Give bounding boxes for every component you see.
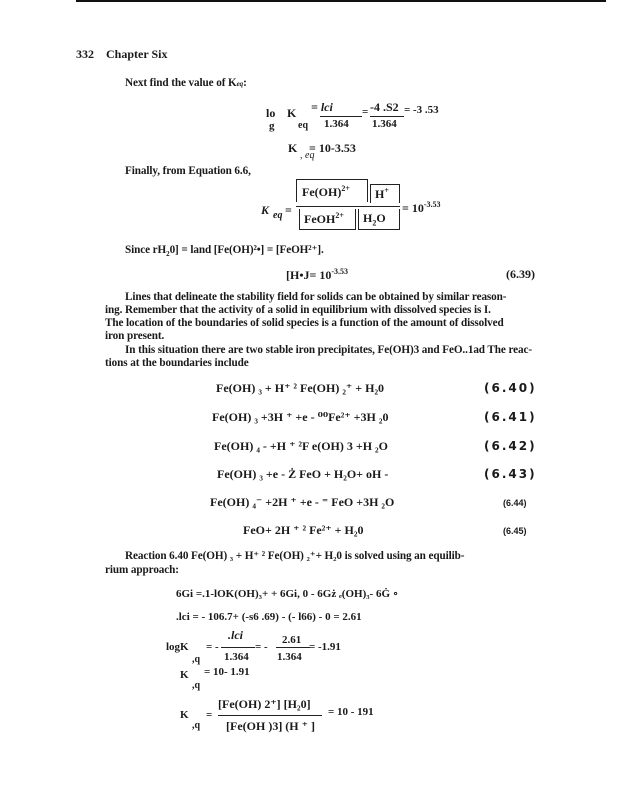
calc-line1: 6Gi =.1-lOK(OH)₃+ + 6Gi, 0 - 6Gż ₑ(OH)₃- 6Ġ ∘: [176, 588, 399, 600]
page-number: 332: [76, 47, 94, 61]
para1-line4: iron present.: [105, 330, 165, 342]
calc-k-sub: ,q: [192, 680, 201, 691]
eq639-lhs: [H•J= $10^{-3.53}$: [286, 267, 349, 282]
k-eq-sub: , eq: [300, 150, 315, 161]
reaction-641: Fe(OH) ₃ +3H ⁺ +e - ⁰⁰Fe²⁺ +3H ₂0: [212, 410, 389, 424]
finally-line: Finally, from Equation 6.6,: [125, 165, 251, 177]
log-eq2: =: [362, 106, 369, 118]
reaction-640-number: (6.40): [484, 381, 537, 395]
chapter-title: Chapter Six: [106, 47, 168, 61]
para2-line1: In this situation there are two stable iron precipitates, Fe(OH)3 and FeO..1ad The reac-: [125, 344, 532, 356]
top-rule: [76, 0, 606, 2]
calc-log-tail: = -1.91: [309, 641, 341, 653]
calc-final-eq: =: [206, 709, 213, 721]
log-k: K: [287, 106, 297, 120]
calc-log-mid: = -: [255, 641, 268, 653]
calc-log-eq: = -: [206, 641, 219, 653]
log-frac1-line: [320, 116, 362, 117]
keq-rhs: = $10^{-3.53}$: [402, 200, 441, 215]
calc-final-num: [Fe(OH) 2⁺] [H₂0]: [218, 697, 311, 711]
log-lo: lo: [266, 106, 276, 120]
calc-k-value: = 10- 1.91: [204, 666, 250, 678]
reaction-644: Fe(OH) ₄⁻ +2H ⁺ +e - ⁼ FeO +3H ₂O: [210, 495, 395, 509]
calc-final-k: K: [180, 709, 189, 721]
keq-num-a: Fe(OH)$^{2+}$: [302, 184, 350, 199]
reaction-645: FeO+ 2H ⁺ ² Fe²⁺ + H₂0: [243, 523, 364, 537]
calc-final-rhs: = 10 - 191: [328, 706, 374, 718]
calc-log-lhs: logK: [166, 641, 189, 653]
keq-frac-line: [296, 206, 400, 207]
log-frac1-den: 1.364: [324, 118, 349, 130]
keq-k: K: [261, 203, 270, 217]
reaction-643: Fe(OH) ₃ +e - Ż FeO + H₂O+ oH -: [217, 467, 389, 481]
keq-den-a: FeOH$^{2+}$: [304, 211, 344, 226]
keq-num-b: H+: [375, 186, 389, 201]
para1-line3: The location of the boundaries of solid species is a function of the amount of dissolved: [105, 317, 504, 329]
calc-log-f2-num: 2.61: [282, 634, 302, 646]
reaction-642-number: (6.42): [484, 439, 537, 453]
log-g: g: [269, 120, 275, 132]
calc-final-sub: ,q: [192, 720, 201, 731]
log-frac2-num: -4 .S2: [370, 100, 399, 114]
log-frac1-num: = lci: [311, 100, 333, 114]
intro-line: Next find the value of Keq:: [125, 77, 247, 89]
reaction-645-number: (6.45): [503, 526, 527, 536]
reaction-641-number: (6.41): [484, 410, 537, 424]
para2-line2: tions at the boundaries include: [105, 357, 249, 369]
log-k-sub: eq: [298, 120, 308, 131]
reaction-644-number: (6.44): [503, 498, 527, 508]
keq-den-b: $H_2O$: [363, 211, 386, 228]
calc-log-f2-line: [276, 647, 310, 648]
para1-line1: Lines that delineate the stability field for solids can be obtained by similar reason-: [125, 291, 507, 303]
calc-final-line: [218, 715, 322, 716]
calc-log-sub: ,q: [192, 654, 201, 665]
calc-log-f1-num: .lci: [228, 628, 243, 642]
para1-line2: ing. Remember that the activity of a solid in equilibrium with dissolved species is I.: [105, 304, 491, 316]
since-line: Since $rH_20$] = land [Fe(OH)²•] = [FeOH²⁺].: [125, 244, 324, 259]
reaction-line-1: Reaction 6.40 Fe(OH) ₃ + H⁺ ² Fe(OH) ₂⁺+ H₂0 is solved using an equilib-: [125, 550, 465, 562]
reaction-line-2: rium approach:: [105, 564, 179, 576]
keq-equals: =: [285, 203, 292, 217]
calc-line2: .lci = - 106.7+ (-s6 .69) - (- l66) - 0 = 2.61: [176, 611, 362, 623]
reaction-643-number: (6.43): [484, 467, 537, 481]
calc-k: K: [180, 669, 189, 681]
reaction-642: Fe(OH) ₄ - +H ⁺ ²F e(OH) 3 +H ₂O: [214, 439, 388, 453]
calc-log-f1-line: [221, 647, 255, 648]
k-eq-k: K: [288, 141, 298, 155]
calc-final-den: [Fe(OH )3] (H ⁺ ]: [226, 719, 315, 733]
k-eq-value: = 10-3.53: [309, 141, 356, 155]
log-frac2-den: 1.364: [372, 118, 397, 130]
keq-sub: eq: [273, 210, 283, 221]
calc-log-f2-den: 1.364: [277, 651, 302, 663]
eq639-number: (6.39): [506, 267, 535, 281]
log-tail: = -3 .53: [404, 104, 439, 116]
calc-log-f1-den: 1.364: [224, 651, 249, 663]
reaction-640: Fe(OH) ₃ + H⁺ ² Fe(OH) ₂⁺ + H₂0: [216, 381, 385, 395]
log-frac2-line: [370, 116, 404, 117]
